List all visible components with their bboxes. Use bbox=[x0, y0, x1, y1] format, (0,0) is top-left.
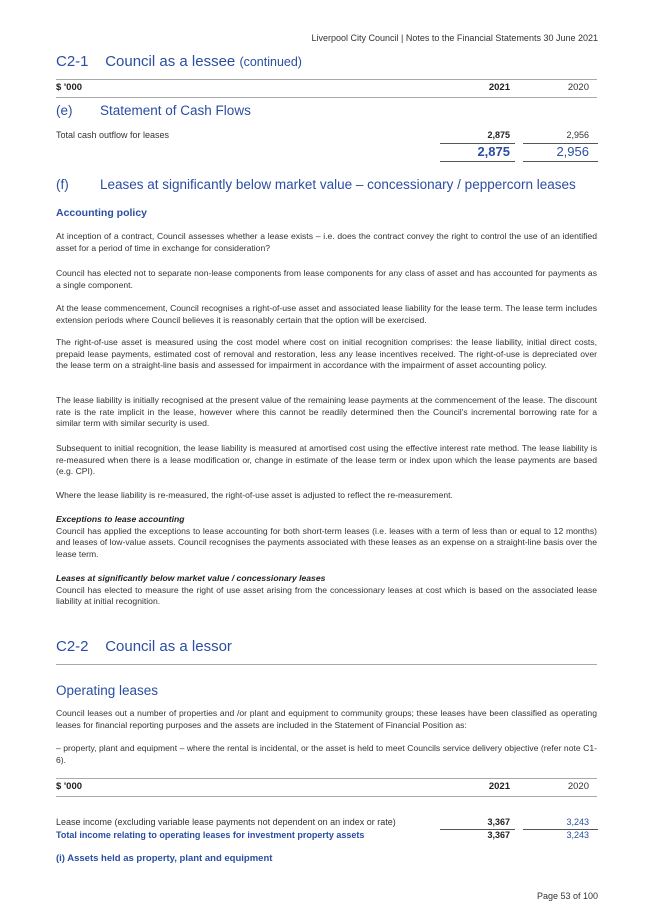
subsection-letter: (f) bbox=[56, 177, 69, 192]
column-2020: 2020 bbox=[567, 781, 589, 792]
column-2020: 2020 bbox=[567, 82, 589, 93]
value-2021: 2,875 bbox=[487, 130, 510, 140]
accounting-policy-heading: Accounting policy bbox=[56, 207, 148, 219]
paragraph: Where the lease liability is re-measured, the right-of-use asset is adjusted to reflect the re-measurement. bbox=[56, 490, 453, 500]
subsection-name: Leases at significantly below market value – concessionary / peppercorn leases bbox=[100, 177, 576, 192]
paragraph: Council has elected not to separate non-lease components from lease components for any class of asset and has accounted for payments as a single component. bbox=[56, 268, 597, 290]
exceptions-block bbox=[56, 514, 597, 560]
section-name: Council as a lessee bbox=[105, 53, 236, 70]
paragraph: At the lease commencement, Council recognises a right-of-use asset and associated lease liability for the lease term. The lease term includes extension periods where Council believes it is reasonably certain that the option will be exercised. bbox=[56, 303, 597, 325]
paragraph: The lease liability is initially recognised at the present value of the remaining lease payments at the commencement of the lease. The discount rate is the rate implicit in the lease, however where this cannot be readily determined then the Council's incremental borrowing rate for a similar term with similar security is used. bbox=[56, 395, 597, 429]
underline bbox=[523, 161, 598, 162]
section-code: C2-2 bbox=[56, 638, 89, 655]
units-label: $ '000 bbox=[56, 781, 83, 792]
exceptions-text: Council has applied the exceptions to lease accounting for both short-term leases (i.e. leases with a term of less than or equal to 12 months) and leases of low-value assets. Council recognises the payments associated with these leases as an expense on a straight-line basis over the lease term. bbox=[56, 525, 597, 559]
paragraph: Council leases out a number of properties and /or plant and equipment to community groups; these leases have been classified as operating leases for financial reporting purposes and the assets are included in the Statement of Financial Position as: bbox=[56, 708, 597, 730]
section-code: C2-1 bbox=[56, 53, 89, 70]
value-2021: 3,367 bbox=[487, 817, 510, 827]
paragraph: At inception of a contract, Council assesses whether a lease exists – i.e. does the contract convey the right to control the use of an identified asset for a period of time in exchange for consideration? bbox=[56, 231, 597, 253]
row-label: Total income relating to operating leases for investment property assets bbox=[56, 830, 365, 840]
table-header bbox=[56, 781, 597, 795]
exceptions-heading: Exceptions to lease accounting bbox=[56, 514, 185, 524]
total-2021: 3,367 bbox=[487, 830, 510, 840]
concessionary-heading: Leases at significantly below market value / concessionary leases bbox=[56, 573, 326, 583]
units-label: $ '000 bbox=[56, 82, 83, 93]
section-continued: (continued) bbox=[239, 55, 302, 69]
total-row bbox=[56, 830, 597, 843]
table-row bbox=[56, 130, 597, 143]
divider bbox=[56, 664, 597, 665]
page-header: Liverpool City Council | Notes to the Financial Statements 30 June 2021 bbox=[311, 33, 598, 43]
paragraph: – property, plant and equipment – where the rental is incidental, or the asset is held to meet Councils service delivery objective (refer note C1-6). bbox=[56, 743, 597, 765]
total-2021: 2,875 bbox=[477, 144, 510, 159]
divider bbox=[56, 778, 597, 779]
value-2020: 3,243 bbox=[566, 817, 589, 827]
concessionary-text: Council has elected to measure the right of use asset arising from the concessionary leases at cost which is based on the associated lease liability at initial recognition. bbox=[56, 584, 597, 607]
divider bbox=[56, 79, 597, 80]
row-label: Lease income (excluding variable lease payments not dependent on an index or rate) bbox=[56, 817, 396, 827]
column-2021: 2021 bbox=[488, 781, 510, 792]
table-header bbox=[56, 82, 597, 96]
subsection-title-f bbox=[56, 177, 576, 192]
operating-leases-heading: Operating leases bbox=[56, 683, 159, 698]
subsection-letter: (e) bbox=[56, 103, 73, 118]
row-label: Total cash outflow for leases bbox=[56, 130, 170, 140]
page-number: Page 53 of 100 bbox=[536, 891, 598, 901]
total-row bbox=[56, 144, 597, 160]
column-2021: 2021 bbox=[488, 82, 510, 93]
subsection-name: Statement of Cash Flows bbox=[100, 103, 251, 118]
paragraph: The right-of-use asset is measured using the cost model where cost on initial recognition comprises: the lease liability, initial direct costs, prepaid lease payments, estimated cost of removal and restoration, less any lease incentives received. The right-of-use is depreciated over the lease term on a straight-line basis and assessed for impairment in accordance with the impairment of asset accounting policy. bbox=[56, 337, 597, 371]
section-title-c2-1 bbox=[56, 53, 302, 70]
underline bbox=[440, 161, 515, 162]
section-name: Council as a lessor bbox=[105, 638, 232, 655]
table-row bbox=[56, 817, 597, 830]
value-2020: 2,956 bbox=[566, 130, 589, 140]
divider bbox=[56, 97, 597, 98]
subsection-title-e bbox=[56, 103, 251, 118]
divider bbox=[56, 796, 597, 797]
assets-heading: (i) Assets held as property, plant and equipment bbox=[56, 853, 273, 864]
total-2020: 3,243 bbox=[566, 830, 589, 840]
concessionary-block bbox=[56, 573, 597, 608]
total-2020: 2,956 bbox=[556, 144, 589, 159]
section-title-c2-2 bbox=[56, 638, 232, 655]
paragraph: Subsequent to initial recognition, the lease liability is measured at amortised cost using the effective interest rate method. The lease liability is re-measured when there is a lease modification or, change in estimate of the lease term or index upon which the lease payments are based (e.g. CPI). bbox=[56, 443, 597, 477]
